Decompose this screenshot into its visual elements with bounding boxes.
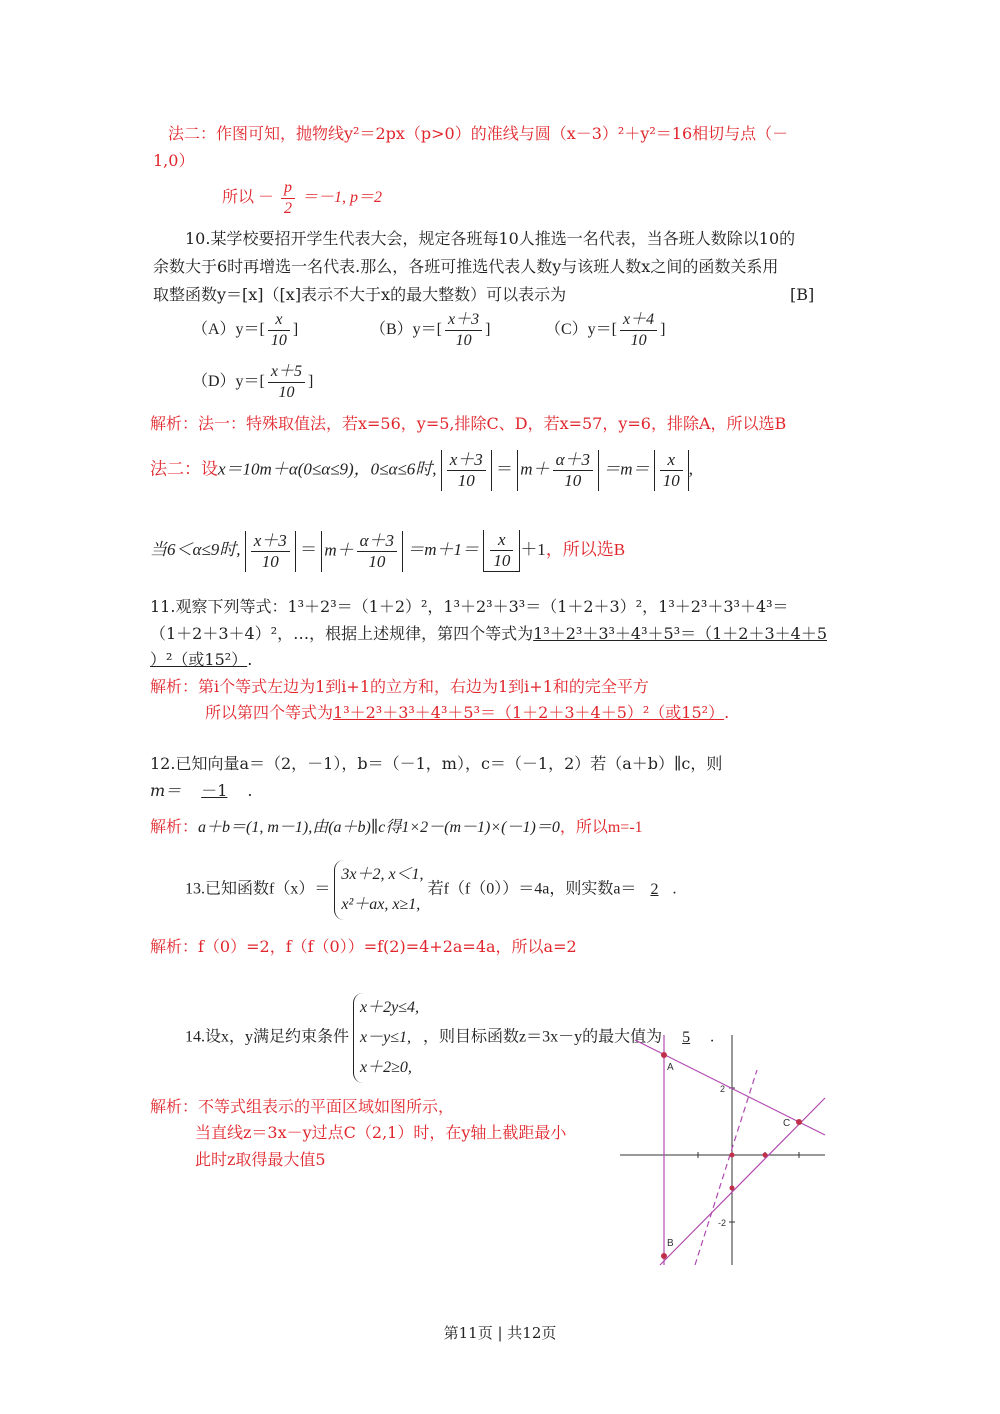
- method2-line1: 法二：作图可知，抛物线y²＝2px（p>0）的准线与圆（x－3）²＋y²＝16相切与点（－: [168, 124, 789, 143]
- option-close: ]: [308, 373, 314, 391]
- option-num: x＋5: [268, 362, 305, 383]
- frac-den: 10: [368, 551, 386, 571]
- q10-line1: 10.某学校要招开学生代表大会，规定各班每10人推选一名代表，当各班人数除以10的: [185, 229, 796, 248]
- case2: x²＋ax, x≥1,: [341, 896, 421, 913]
- q11-answer-part2: ）²（或15²）: [150, 650, 248, 669]
- q12-line1: 12.已知向量a＝（2，－1），b＝（－1，m），c＝（－1，2）若（a＋b）∥c，则: [150, 754, 723, 773]
- period: .: [672, 880, 677, 898]
- q11-sol2: [205, 702, 729, 724]
- option-den: 10: [630, 332, 647, 349]
- label-c: C: [783, 1118, 791, 1129]
- constraint1: x＋2y≤4,: [360, 999, 420, 1016]
- option-label: （A）y＝[: [192, 321, 265, 339]
- y-tick-label-pos: 2: [720, 1084, 726, 1094]
- option-label: （B）y＝[: [370, 321, 443, 339]
- q10-sol3: 当6＜α≤9时, $\frac{x+3}{10}$ ＝ m＋ $\frac{\alpha+3}{10}$ ＝m＋1＝ $\frac{x}{10}$ ＋1，所以选B: [150, 530, 626, 571]
- frac-den: 10: [457, 471, 475, 490]
- q11-line1: 11.观察下列等式：1³＋2³＝（1＋2）²，1³＋2³＋3³＝（1＋2＋3）²，1³＋2³＋3³＋4³＝: [150, 597, 789, 616]
- q13-sol: 解析：f（0）=2，f（f（0））=f(2)=4+2a=4a，所以a=2: [150, 937, 577, 956]
- origin-point: [730, 1153, 735, 1158]
- m-plus: m＋: [324, 539, 354, 559]
- sol-math: a＋b＝(1, m－1),由(a＋b)∥c得1×2－(m－1)×(－1)＝0: [198, 819, 560, 836]
- period: .: [724, 703, 730, 722]
- q10-line3: 取整函数y＝[x]（[x]表示不大于x的最大整数）可以表示为: [153, 285, 567, 304]
- q11-sol1: 解析：第i个等式左边为1到i+1的立方和，右边为1到i+1和的完全平方: [150, 677, 649, 696]
- period: .: [247, 781, 253, 800]
- period: .: [247, 650, 253, 669]
- frac-num: p: [281, 178, 295, 199]
- eq-m: ＝m＝: [603, 459, 650, 479]
- frac-den: 10: [493, 551, 511, 570]
- frac-num: x: [490, 530, 513, 551]
- q13-prefix: 13.已知函数f（x）＝: [185, 880, 331, 898]
- sol-label: 解析：: [150, 819, 199, 836]
- q14-sol2: 当直线z＝3x－y过点C（2,1）时，在y轴上截距最小: [195, 1123, 567, 1142]
- sol2-math: x＝10m＋α(0≤α≤9)，0≤α≤6时,: [218, 459, 437, 479]
- q10-option-b: [370, 310, 490, 351]
- eq-m1: ＝m＋1＝: [407, 539, 480, 559]
- q14-sol3: 此时z取得最大值5: [195, 1150, 326, 1169]
- point-b: [661, 1253, 667, 1259]
- option-close: ]: [292, 321, 299, 339]
- option-label: （D）y＝[: [192, 373, 265, 391]
- frac-num: x＋3: [447, 450, 486, 471]
- option-den: 10: [278, 384, 295, 401]
- option-label: （C）y＝[: [545, 321, 618, 339]
- sol3-suffix: ，所以选B: [545, 539, 626, 559]
- frac-den: 2: [284, 200, 293, 217]
- sol3-prefix: 当6＜α≤9时,: [150, 539, 241, 559]
- q11-answer-part1: 1³＋2³＋3³＋4³＋5³＝（1＋2＋3＋4＋5: [533, 624, 828, 643]
- q13-middle: 若f（f（0））＝4a，则实数a＝: [427, 880, 637, 898]
- so-label: 所以: [222, 189, 255, 207]
- intercept-point-x: [763, 1153, 768, 1158]
- label-a: A: [667, 1062, 674, 1073]
- point-c: [796, 1119, 802, 1125]
- label-b: B: [667, 1238, 674, 1249]
- objective-line: [695, 1070, 757, 1265]
- frac-den: 10: [564, 471, 582, 490]
- point-a: [661, 1052, 667, 1058]
- q10-option-c: [545, 310, 665, 351]
- q10-option-a: [192, 310, 298, 351]
- constraint2: x－y≤1,: [360, 1029, 412, 1046]
- option-close: ]: [660, 321, 666, 339]
- q10-sol1: 解析：法一：特殊取值法，若x=56，y=5,排除C、D，若x=57，y=6，排除A，所以选B: [150, 414, 787, 433]
- q12-sol: [150, 817, 643, 839]
- option-num: x＋4: [620, 310, 657, 331]
- method2-eq: 所以 － $\frac{p}{2}$ ＝－1, p＝2: [222, 179, 383, 217]
- intercept-point: [730, 1186, 735, 1191]
- sol-end: ，所以m=-1: [559, 819, 643, 836]
- q13-answer: 2: [650, 880, 659, 898]
- frac-num: α＋3: [357, 531, 397, 552]
- eq-rest: ＝－1, p＝2: [302, 189, 383, 207]
- sol2b: 1³＋2³＋3³＋4³＋5³＝（1＋2＋3＋4＋5）²（或15²）: [333, 703, 725, 722]
- plus1: ＋1: [520, 539, 546, 559]
- q14-middle: ，则目标函数z＝3x－y的最大值为: [423, 1028, 663, 1046]
- frac-num: x: [660, 450, 683, 471]
- method2-line2: 1,0）: [153, 151, 195, 170]
- option-close: ]: [485, 321, 491, 339]
- frac-num: x＋3: [251, 531, 290, 552]
- sol2-prefix: 法二：设: [150, 459, 218, 479]
- q14-prefix: 14.设x，y满足约束条件: [185, 1028, 350, 1046]
- option-den: 10: [455, 332, 472, 349]
- option-den: 10: [270, 332, 287, 349]
- q13: [185, 860, 676, 920]
- frac-den: 10: [662, 471, 680, 490]
- m-eq: m＝: [150, 781, 182, 800]
- q10-line2: 余数大于6时再增选一名代表.那么，各班可推选代表人数y与该班人数x之间的函数关系用: [153, 257, 779, 276]
- case1: 3x＋2, x＜1,: [341, 866, 424, 883]
- period: .: [710, 1028, 715, 1046]
- frac-den: 10: [261, 551, 279, 571]
- page-footer: 第11页 | 共12页: [443, 1324, 557, 1342]
- option-num: x＋3: [445, 310, 482, 331]
- frac-num: α＋3: [553, 450, 593, 471]
- constraint3: x＋2≥0,: [360, 1059, 412, 1076]
- q12-answer: －1: [201, 781, 228, 800]
- sol2a: 所以第四个等式为: [205, 703, 334, 722]
- m-plus: m＋: [520, 459, 550, 479]
- q14-answer: 5: [682, 1028, 691, 1046]
- q10-option-d: [192, 362, 313, 403]
- q14-sol1: 解析：不等式组表示的平面区域如图所示，: [150, 1097, 455, 1116]
- q12-line2: [150, 780, 252, 802]
- option-num: x: [268, 310, 290, 331]
- q10-sol2: 法二：设x＝10m＋α(0≤α≤9)，0≤α≤6时, $\frac{x+3}{10}$ ＝ m＋ $\frac{\alpha+3}{10}$ ＝m＝ $\frac{x}{10}$ ,: [150, 450, 694, 490]
- q11-line3: [150, 649, 252, 671]
- q11-line2a: （1＋2＋3＋4）²，…，根据上述规律，第四个等式为: [150, 624, 534, 643]
- q10-answer: [B]: [790, 285, 815, 304]
- y-tick-label-neg: -2: [718, 1218, 727, 1228]
- q11-line2: [150, 623, 827, 645]
- feasible-region-graph: [615, 1030, 830, 1270]
